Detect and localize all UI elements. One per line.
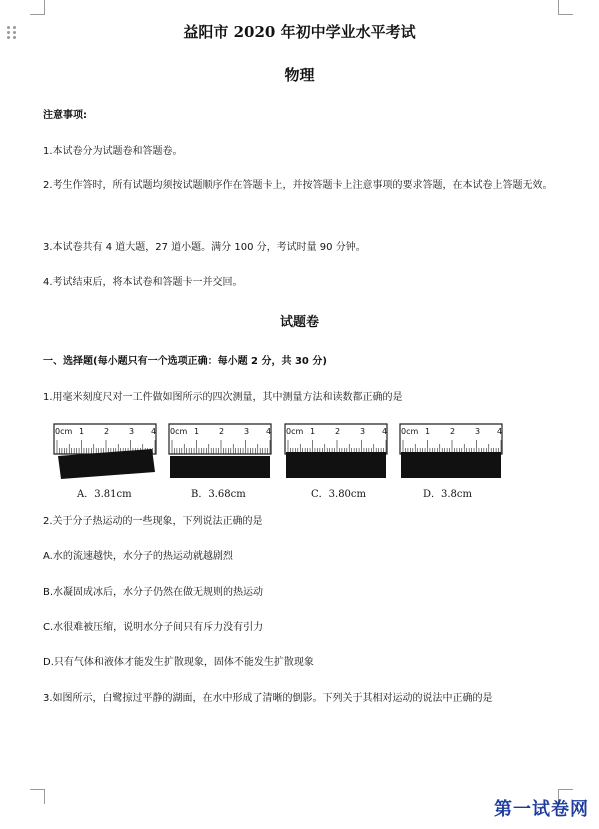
ruler-figure-b — [167, 422, 273, 480]
ruler-figure-a — [52, 422, 158, 480]
tick-label: 4 — [382, 427, 388, 436]
notice-item: 2.考生作答时，所有试题均须按试题顺序作在答题卡上，并按答题卡上注意事项的要求答题，在本试卷上答题无效。 — [43, 180, 553, 191]
tick-label: 1 — [310, 427, 316, 436]
document-title: 益阳市 2020 年初中学业水平考试 — [183, 23, 416, 41]
option-caption: C．3.80cm — [311, 489, 366, 500]
page-corner-mark — [30, 789, 45, 804]
tick-label: 3 — [360, 427, 366, 436]
option-caption: B．3.68cm — [191, 489, 246, 500]
tick-label: 1 — [425, 427, 431, 436]
section-heading: 一、选择题(每小题只有一个选项正确：每小题 2 分，共 30 分) — [43, 356, 327, 367]
tick-label: 1 — [194, 427, 200, 436]
question-stem: 1.用毫米刻度尺对一工件做如图所示的四次测量，其中测量方法和读数都正确的是 — [43, 392, 403, 403]
page-corner-mark — [30, 0, 45, 15]
tick-label: 3 — [475, 427, 481, 436]
tick-label: 4 — [266, 427, 272, 436]
page-corner-mark — [558, 0, 573, 15]
notice-item: 3.本试卷共有 4 道大题，27 道小题。满分 100 分，考试时量 90 分钟。 — [43, 242, 366, 253]
tick-label: 2 — [104, 427, 110, 436]
answer-option: D.只有气体和液体才能发生扩散现象，固体不能发生扩散现象 — [43, 657, 314, 668]
answer-option: C.水很难被压缩，说明水分子间只有斥力没有引力 — [43, 622, 264, 633]
ruler-figure-c — [283, 422, 389, 480]
tick-label: 3 — [129, 427, 135, 436]
tick-label: 0cm — [401, 427, 419, 436]
option-caption: A．3.81cm — [77, 489, 132, 500]
tick-label: 3 — [244, 427, 250, 436]
tick-label: 4 — [151, 427, 157, 436]
option-caption: D．3.8cm — [423, 489, 473, 500]
tick-label: 0cm — [170, 427, 188, 436]
notice-item: 1.本试卷分为试题卷和答题卷。 — [43, 146, 183, 157]
tick-label: 0cm — [55, 427, 73, 436]
site-logo: 第一试卷网 — [494, 799, 589, 820]
notice-heading: 注意事项: — [43, 110, 87, 121]
paper-heading: 试题卷 — [279, 315, 319, 330]
tick-label: 2 — [219, 427, 225, 436]
tick-label: 1 — [79, 427, 85, 436]
answer-option: A.水的流速越快，水分子的热运动就越剧烈 — [43, 551, 233, 562]
subject-title: 物理 — [284, 66, 315, 84]
answer-option: B.水凝固成冰后，水分子仍然在做无规则的热运动 — [43, 587, 264, 598]
notice-item: 4.考试结束后，将本试卷和答题卡一并交回。 — [43, 277, 243, 288]
ruler-figure-d — [398, 422, 504, 480]
tick-label: 4 — [497, 427, 503, 436]
tick-label: 0cm — [286, 427, 304, 436]
question-stem: 2.关于分子热运动的一些现象，下列说法正确的是 — [43, 516, 263, 527]
tick-label: 2 — [450, 427, 456, 436]
question-stem: 3.如图所示，白鹭掠过平静的湖面，在水中形成了清晰的倒影。下列关于其相对运动的说法中正确的是 — [43, 693, 493, 704]
tick-label: 2 — [335, 427, 341, 436]
